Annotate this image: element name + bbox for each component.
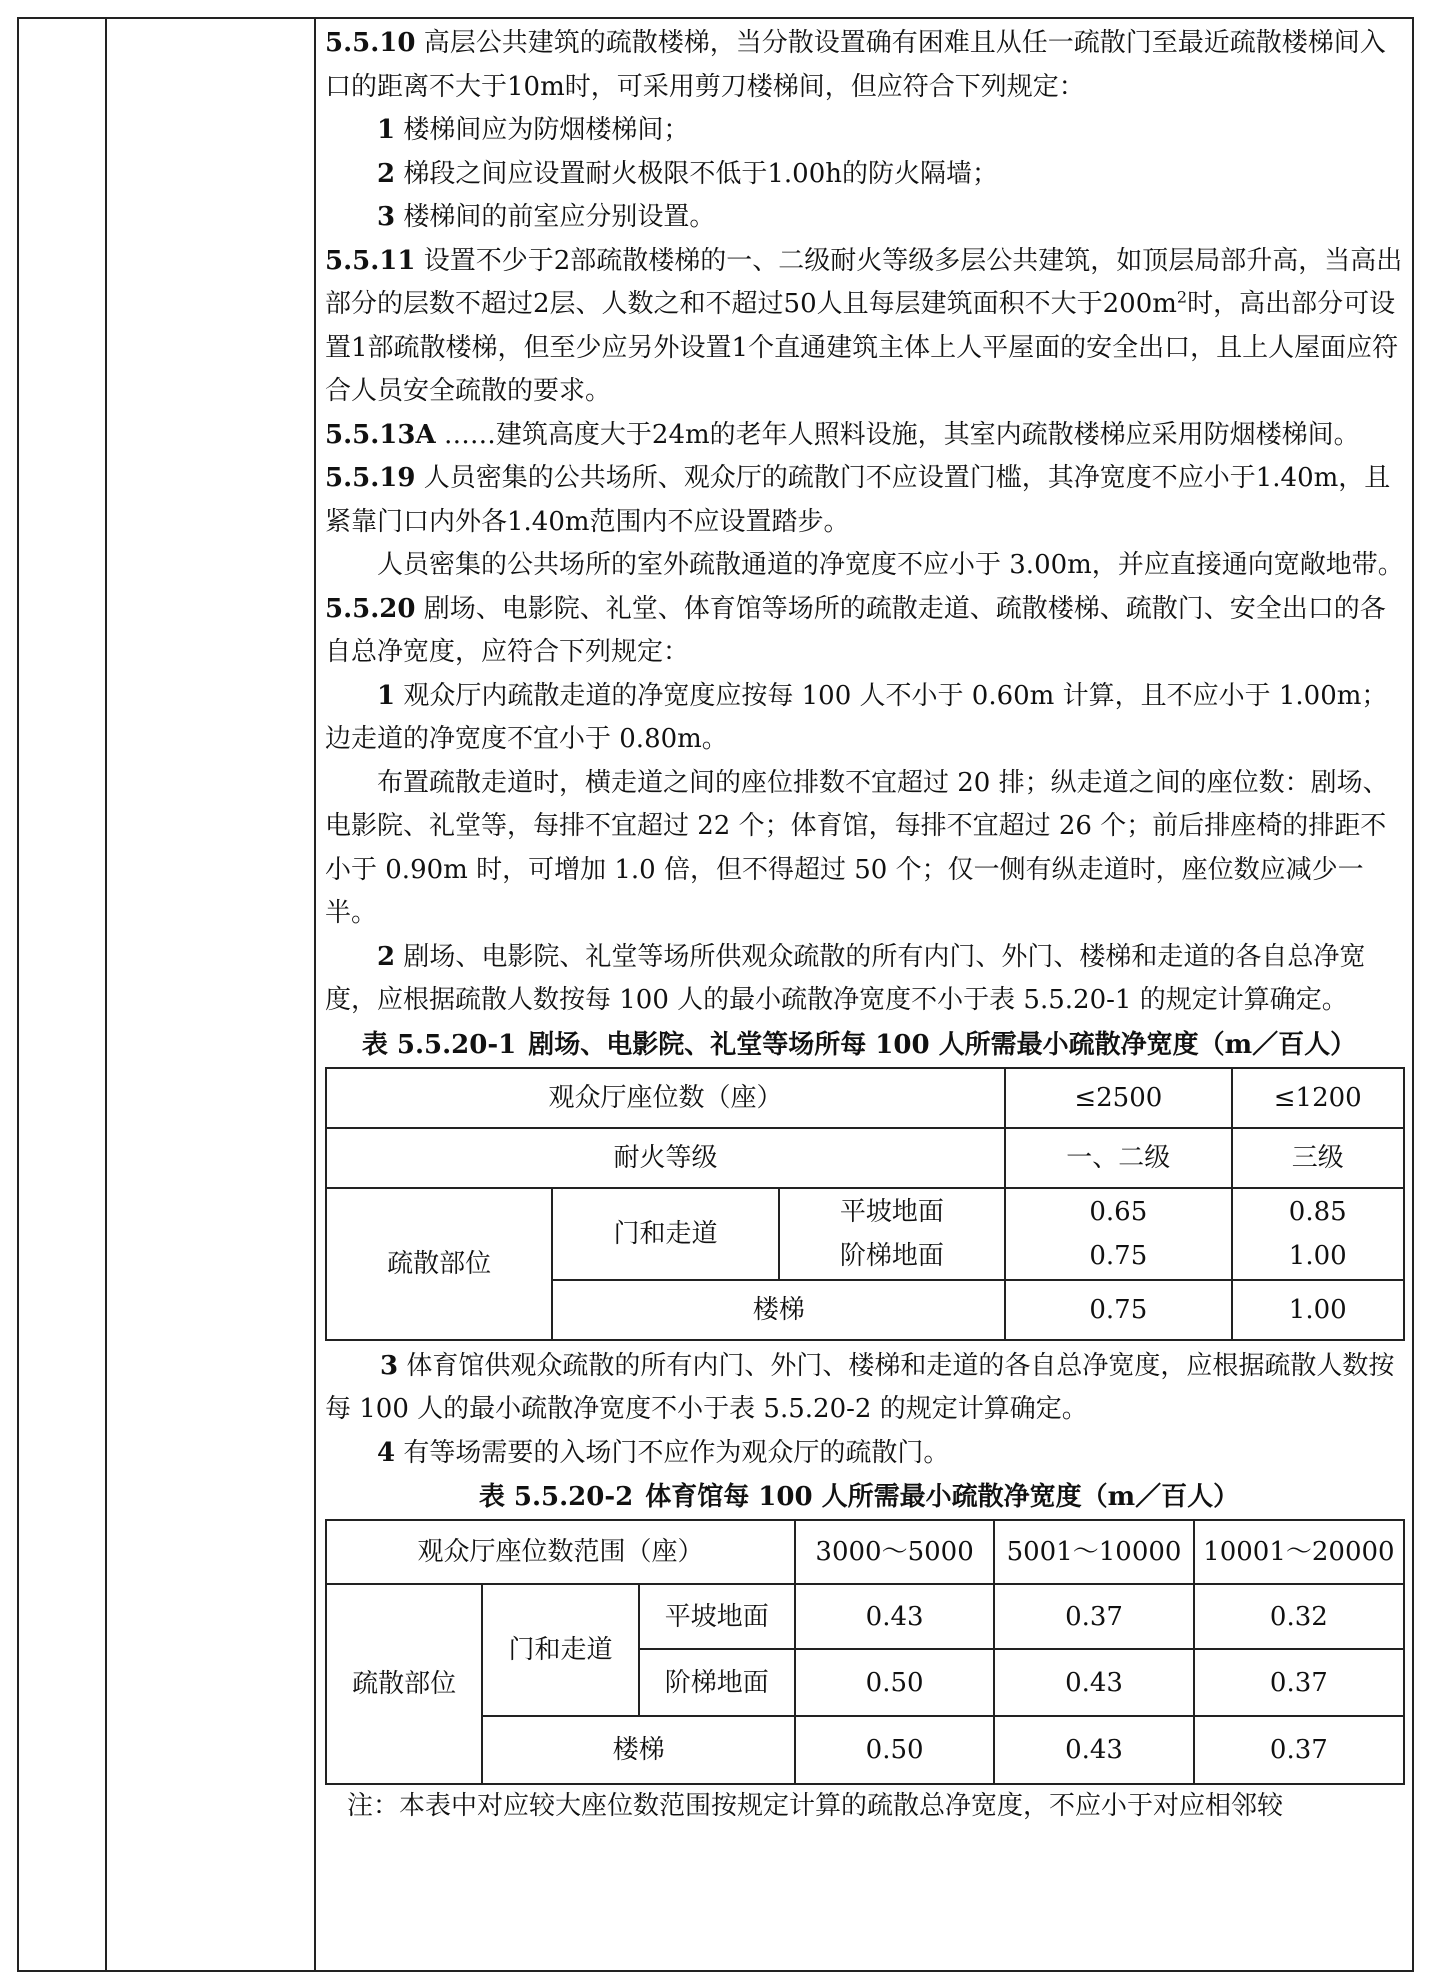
table-cell: ≤2500	[1005, 1068, 1231, 1128]
table-cell: 0.32	[1194, 1584, 1404, 1649]
table-cell: 楼梯	[552, 1280, 1005, 1340]
list-item: 4 有等场需要的入场门不应作为观众厅的疏散门。	[377, 1437, 950, 1468]
table-cell: 平坡地面 阶梯地面	[779, 1188, 1005, 1280]
table-cell: 0.50	[795, 1716, 994, 1784]
table-cell: 0.43	[994, 1649, 1193, 1716]
column-divider-2	[314, 17, 316, 1972]
table-note: 注：本表中对应较大座位数范围按规定计算的疏散总净宽度，不应小于对应相邻较	[347, 1791, 1284, 1821]
table-cell: 观众厅座位数范围（座）	[326, 1520, 795, 1584]
table-cell: 门和走道	[482, 1584, 638, 1716]
table-cell: 0.37	[994, 1584, 1193, 1649]
column-divider-1	[105, 17, 107, 1972]
clause-content	[325, 22, 1405, 1829]
clause-5-5-11: 5.5.11 设置不少于2部疏散楼梯的一、二级耐火等级多层公共建筑，如顶层局部升高，当高出部分的层数不超过2层、人数之和不超过50人且每层建筑面积不大于$200m^2$时，高出部分可设置1部疏散楼梯，但至少应另外设置1个直通建筑主体上人平屋面的安全出口，且上人屋面应符合人员安全疏散的要求。	[325, 245, 1403, 406]
table-row	[326, 1188, 1404, 1280]
table-cell: 一、二级	[1005, 1128, 1231, 1188]
table-cell: 0.65 0.75	[1005, 1188, 1231, 1280]
clause-5-5-19: 5.5.19 人员密集的公共场所、观众厅的疏散门不应设置门槛，其净宽度不应小于1.40m，且紧靠门口内外各1.40m范围内不应设置踏步。	[325, 463, 1391, 537]
clause-5-5-10: 5.5.10 高层公共建筑的疏散楼梯，当分散设置确有困难且从任一疏散门至最近疏散楼梯间入口的距离不大于10m时，可采用剪刀楼梯间，但应符合下列规定：	[325, 28, 1386, 102]
table-caption: 表 5.5.20-1 剧场、电影院、礼堂等场所每 100 人所需最小疏散净宽度（m／百人）	[361, 1029, 1357, 1060]
table-cell: 观众厅座位数（座）	[326, 1068, 1005, 1128]
table-row	[326, 1068, 1404, 1128]
paragraph: 人员密集的公共场所的室外疏散通道的净宽度不应小于 3.00m，并应直接通向宽敞地带。	[377, 550, 1404, 580]
table-row	[326, 1716, 1404, 1784]
table-cell: 0.37	[1194, 1649, 1404, 1716]
list-item: 3 楼梯间的前室应分别设置。	[377, 202, 716, 232]
table-row	[326, 1584, 1404, 1649]
evacuation-width-table-1	[325, 1067, 1405, 1341]
table-caption: 表 5.5.20-2 体育馆每 100 人所需最小疏散净宽度（m／百人）	[478, 1482, 1240, 1512]
table-cell: 0.85 1.00	[1232, 1188, 1405, 1280]
table-row	[326, 1520, 1404, 1584]
table-cell: 楼梯	[482, 1716, 795, 1784]
clause-5-5-20: 5.5.20 剧场、电影院、礼堂、体育馆等场所的疏散走道、疏散楼梯、疏散门、安全出口的各自总净宽度，应符合下列规定：	[325, 593, 1386, 667]
table-cell: 3000～5000	[795, 1520, 994, 1584]
table-cell: 三级	[1232, 1128, 1405, 1188]
table-row	[326, 1128, 1404, 1188]
table-cell: 耐火等级	[326, 1128, 1005, 1188]
table-cell: 0.75	[1005, 1280, 1231, 1340]
list-item: 2 剧场、电影院、礼堂等场所供观众疏散的所有内门、外门、楼梯和走道的各自总净宽度，应根据疏散人数按每 100 人的最小疏散净宽度不小于表 5.5.20-1 的规定计算确定。	[325, 941, 1366, 1015]
evacuation-width-table-2	[325, 1519, 1405, 1785]
table-cell: 门和走道	[552, 1188, 778, 1280]
table-cell: 疏散部位	[326, 1188, 552, 1340]
table-cell: ≤1200	[1232, 1068, 1405, 1128]
table-cell: 0.43	[994, 1716, 1193, 1784]
table-cell: 疏散部位	[326, 1584, 482, 1784]
table-cell: 0.37	[1194, 1716, 1404, 1784]
clause-5-5-13a: 5.5.13A ……建筑高度大于24m的老年人照料设施，其室内疏散楼梯应采用防烟楼梯间。	[325, 419, 1360, 450]
table-cell: 10001～20000	[1194, 1520, 1404, 1584]
table-cell: 0.50	[795, 1649, 994, 1716]
table-cell: 1.00	[1232, 1280, 1405, 1340]
table-cell: 0.43	[795, 1584, 994, 1649]
list-item: 2 梯段之间应设置耐火极限不低于1.00h的防火隔墙；	[377, 158, 998, 189]
list-item: 1 楼梯间应为防烟楼梯间；	[377, 115, 690, 145]
paragraph: 布置疏散走道时，横走道之间的座位排数不宜超过 20 排；纵走道之间的座位数：剧场、电影院、礼堂等，每排不宜超过 22 个；体育馆，每排不宜超过 26 个；前后排座椅的排距不小于 0.90m 时，可增加 1.0 倍，但不得超过 50 个；仅一侧有纵走道时，座位数应减少一半。	[325, 767, 1389, 928]
list-item: 1 观众厅内疏散走道的净宽度应按每 100 人不小于 0.60m 计算，且不应小于 1.00m；边走道的净宽度不宜小于 0.80m。	[325, 680, 1388, 754]
list-item: 3 体育馆供观众疏散的所有内门、外门、楼梯和走道的各自总净宽度，应根据疏散人数按每 100 人的最小疏散净宽度不小于表 5.5.20-2 的规定计算确定。	[325, 1350, 1395, 1424]
table-cell: 平坡地面	[639, 1584, 795, 1649]
table-cell: 阶梯地面	[639, 1649, 795, 1716]
table-cell: 5001～10000	[994, 1520, 1193, 1584]
